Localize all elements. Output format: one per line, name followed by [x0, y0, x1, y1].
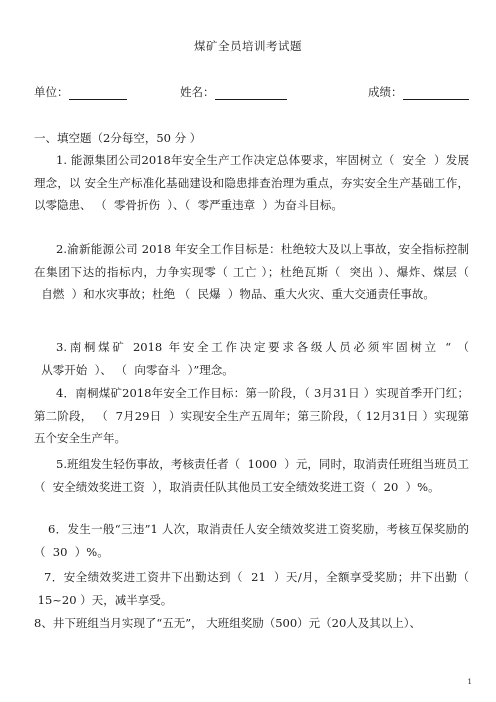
score-label: 成绩： [368, 85, 403, 99]
q3-text-3: ）”理念。 [187, 362, 234, 377]
score-field [368, 84, 469, 100]
q6-text-1: 6．发生一般“三违”1 人次，取消责任人安全绩效奖进工资奖励，考核互保奖励的（ [34, 522, 469, 559]
q7-answer-2: 15~20 [34, 592, 81, 607]
q7-answer-1: 21 [242, 570, 274, 584]
q5-answer-2: 安全绩效奖进工资 [45, 479, 153, 494]
q7-text-2: ）天/月，全额享受奖励；井下出勤（ [273, 570, 469, 584]
q4-text-3: ）实现安全生产五周年；第三阶段，（ [168, 408, 362, 423]
q2-text-3: ）、爆炸、煤层（ [378, 264, 470, 279]
q4-answer-1: 3月31日 [310, 386, 364, 400]
q5-answer-3: 20 [376, 479, 406, 494]
question-4 [34, 382, 469, 450]
name-label: 姓名： [180, 85, 215, 99]
q7-text-1: 7．安全绩效奖进工资井下出勤达到（ [44, 570, 243, 584]
q4-text-1: 4．南桐煤矿2018年安全工作目标：第一阶段，（ [56, 386, 311, 400]
q1-answer-3: 零严重违章 [190, 198, 263, 212]
q4-answer-2: 7月29日 [107, 408, 169, 423]
q2-text-5: ）物品、重大火灾、重大交通责任事故。 [227, 287, 435, 301]
unit-label: 单位： [34, 85, 69, 99]
q5-text-2: ）元，同时，取消责任班组当班员工 （ [34, 457, 469, 494]
q5-answer-1: 1000 [240, 457, 285, 471]
q6-text-2: ）%。 [74, 544, 109, 559]
q2-answer-4: 民爆 [190, 287, 228, 301]
q3-text-2: ）、 （ [94, 362, 128, 377]
q5-text-4: ）%。 [405, 479, 440, 494]
page-title: 煤矿全员培训考试题 [194, 39, 302, 53]
q1-text-1: 1. 能源集团公司2018年安全生产工作决定总体要求，牢固树立（ [56, 153, 395, 167]
question-8 [34, 612, 469, 635]
score-blank [403, 86, 469, 100]
q2-text-1: 2.渝新能源公司 2018 年安全工作目标是：杜绝较大及以上事故，安全指标控制在集团下达的指标内，力争实现零（ [34, 242, 469, 279]
name-field [180, 84, 287, 100]
q2-text-4: ）和水灾事故；杜绝 （ [71, 287, 191, 301]
question-6 [34, 518, 469, 563]
question-1 [34, 149, 469, 217]
q7-text-3: ）天，减半享受。 [80, 592, 173, 607]
question-3 [34, 336, 469, 381]
question-7 [34, 566, 469, 611]
q2-text-2: ）；杜绝瓦斯（ [261, 264, 341, 279]
unit-blank [69, 86, 127, 100]
unit-field [34, 84, 127, 100]
info-row [34, 84, 474, 102]
q1-answer-1: 安全 [394, 153, 434, 167]
page-number: 1 [467, 678, 472, 686]
q6-answer-1: 30 [45, 544, 75, 559]
q4-answer-3: 12月31日 [361, 408, 423, 423]
q3-answer-2: 向零奋斗 [127, 362, 188, 377]
q1-answer-2: 零骨折伤 [106, 198, 168, 212]
q3-answer-1: 从零开始 [34, 362, 95, 377]
q1-text-4: ）为奋斗目标。 [262, 198, 343, 212]
q2-answer-1: 工亡 [228, 264, 262, 279]
question-2 [34, 238, 469, 306]
q2-answer-3: 自燃 [34, 287, 72, 301]
q1-text-2: ）发展理念，以 安全生产标准化基础建设和隐患排查治理为重点，夯实安全生产基础工作，以零隐患、 （ [34, 153, 469, 212]
q4-text-4: ）实现第五个安全生产年。 [34, 408, 470, 445]
q8-text-1: 8、井下班组当月实现了“五无”， 大班组奖励（500）元（20人及其以上）、 [34, 616, 422, 630]
q1-text-3: ）、（ [167, 198, 191, 212]
name-blank [215, 86, 287, 100]
q5-text-3: ），取消责任队其他员工安全绩效奖进工资（ [152, 479, 377, 494]
q5-text-1: 5.班组发生轻伤事故，考核责任者（ [56, 457, 241, 471]
section-heading: 一、填空题（2分每空，50 分 ） [34, 131, 202, 145]
q4-text-2: ）实现首季开门红；第二阶段， （ [34, 386, 470, 423]
question-5 [34, 453, 469, 498]
q2-answer-2: 突出 [340, 264, 379, 279]
q3-text-1: 3.南桐煤矿 2018 年安全工作决定要求各级人员必须牢固树立 “ （ [56, 340, 469, 354]
